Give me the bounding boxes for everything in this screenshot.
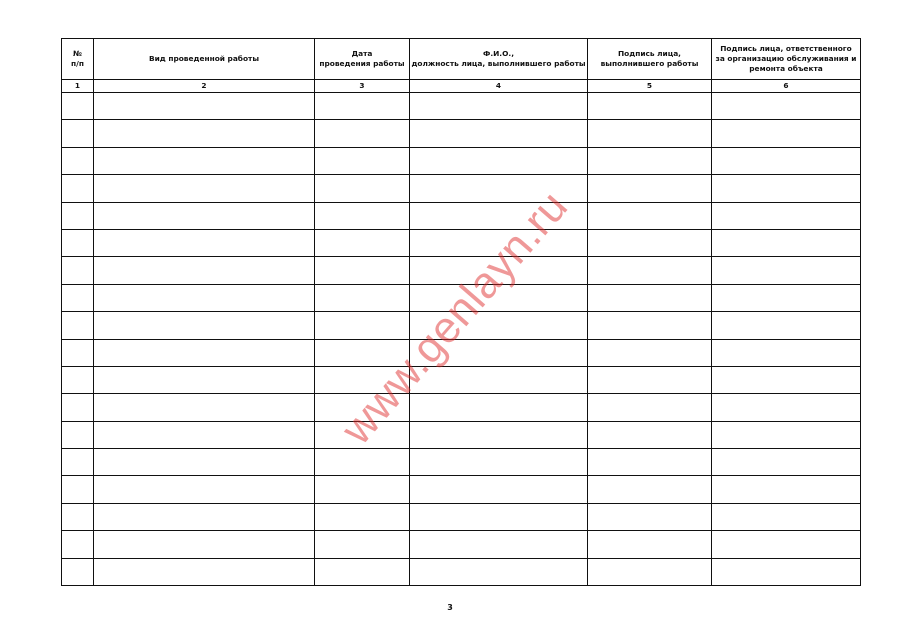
table-cell[interactable] (712, 312, 861, 339)
table-cell[interactable] (94, 503, 315, 530)
table-cell[interactable] (712, 449, 861, 476)
table-cell[interactable] (410, 147, 588, 174)
table-cell[interactable] (315, 449, 410, 476)
table-cell[interactable] (62, 147, 94, 174)
header-work-type: Вид проведенной работы (94, 39, 315, 80)
table-cell[interactable] (712, 503, 861, 530)
table-cell[interactable] (62, 394, 94, 421)
table-cell[interactable] (315, 503, 410, 530)
table-row (62, 312, 861, 339)
table-cell[interactable] (62, 558, 94, 585)
table-cell[interactable] (712, 531, 861, 558)
table-cell[interactable] (410, 257, 588, 284)
table-cell[interactable] (712, 120, 861, 147)
table-cell[interactable] (588, 175, 712, 202)
table-cell[interactable] (94, 476, 315, 503)
table-cell[interactable] (62, 449, 94, 476)
table-row (62, 257, 861, 284)
table-cell[interactable] (410, 531, 588, 558)
table-cell[interactable] (410, 421, 588, 448)
table-cell[interactable] (94, 339, 315, 366)
table-cell[interactable] (588, 366, 712, 393)
column-number: 1 (62, 80, 94, 93)
table-cell[interactable] (712, 147, 861, 174)
table-cell[interactable] (410, 312, 588, 339)
table-row (62, 93, 861, 120)
table-cell[interactable] (410, 476, 588, 503)
table-cell[interactable] (712, 421, 861, 448)
table-cell[interactable] (62, 120, 94, 147)
table-cell[interactable] (62, 339, 94, 366)
table-cell[interactable] (315, 175, 410, 202)
table-cell[interactable] (712, 394, 861, 421)
table-cell[interactable] (62, 421, 94, 448)
table-cell[interactable] (410, 394, 588, 421)
column-number-row (62, 80, 861, 93)
table-cell[interactable] (588, 284, 712, 311)
header-work-date: Дата проведения работы (315, 39, 410, 80)
table-cell[interactable] (588, 257, 712, 284)
table-row (62, 503, 861, 530)
table-cell[interactable] (712, 284, 861, 311)
work-log-table (61, 38, 861, 586)
table-cell[interactable] (94, 175, 315, 202)
table-cell[interactable] (712, 476, 861, 503)
table-cell[interactable] (712, 93, 861, 120)
table-row (62, 175, 861, 202)
table-cell[interactable] (62, 503, 94, 530)
table-cell[interactable] (588, 531, 712, 558)
table-cell[interactable] (94, 366, 315, 393)
table-cell[interactable] (94, 120, 315, 147)
table-row (62, 120, 861, 147)
table-cell[interactable] (410, 229, 588, 256)
table-cell[interactable] (410, 284, 588, 311)
table-cell[interactable] (712, 339, 861, 366)
table-cell[interactable] (410, 558, 588, 585)
table-cell[interactable] (62, 312, 94, 339)
table-row (62, 284, 861, 311)
table-row (62, 147, 861, 174)
table-cell[interactable] (94, 202, 315, 229)
table-cell[interactable] (315, 202, 410, 229)
table-cell[interactable] (410, 202, 588, 229)
column-number: 2 (94, 80, 315, 93)
table-row (62, 449, 861, 476)
table-cell[interactable] (588, 394, 712, 421)
table-cell[interactable] (315, 476, 410, 503)
table-cell[interactable] (62, 229, 94, 256)
table-cell[interactable] (315, 394, 410, 421)
table-cell[interactable] (315, 93, 410, 120)
table-row (62, 476, 861, 503)
table-cell[interactable] (315, 284, 410, 311)
table-cell[interactable] (62, 531, 94, 558)
table-cell[interactable] (62, 366, 94, 393)
table-cell[interactable] (588, 476, 712, 503)
table-cell[interactable] (712, 202, 861, 229)
table-row (62, 229, 861, 256)
table-cell[interactable] (410, 175, 588, 202)
table-cell[interactable] (712, 229, 861, 256)
watermark: www.genlayn.ru (331, 181, 578, 454)
table-cell[interactable] (712, 366, 861, 393)
table-cell[interactable] (62, 257, 94, 284)
header-responsible-signature: Подпись лица, ответственного за организацию обслуживания и ремонта объекта (712, 39, 861, 80)
table-cell[interactable] (94, 449, 315, 476)
table-cell[interactable] (315, 339, 410, 366)
header-row (62, 39, 861, 80)
table-cell[interactable] (62, 476, 94, 503)
table-row (62, 394, 861, 421)
table-cell[interactable] (94, 531, 315, 558)
table-cell[interactable] (588, 229, 712, 256)
table-row (62, 202, 861, 229)
header-row-number: № п/п (62, 39, 94, 80)
table-cell[interactable] (62, 175, 94, 202)
table-cell[interactable] (588, 147, 712, 174)
table-cell[interactable] (315, 421, 410, 448)
table-row (62, 366, 861, 393)
table-cell[interactable] (410, 93, 588, 120)
table-cell[interactable] (94, 421, 315, 448)
table-cell[interactable] (315, 366, 410, 393)
table-cell[interactable] (410, 120, 588, 147)
table-cell[interactable] (315, 257, 410, 284)
table-cell[interactable] (94, 257, 315, 284)
table-cell[interactable] (588, 120, 712, 147)
table-cell[interactable] (315, 147, 410, 174)
table-row (62, 339, 861, 366)
table-cell[interactable] (712, 257, 861, 284)
table-cell[interactable] (410, 366, 588, 393)
table-row (62, 421, 861, 448)
table-cell[interactable] (62, 202, 94, 229)
table-cell[interactable] (410, 339, 588, 366)
table-cell[interactable] (410, 503, 588, 530)
table-cell[interactable] (588, 449, 712, 476)
table-cell[interactable] (94, 229, 315, 256)
table-row (62, 531, 861, 558)
table-cell[interactable] (588, 202, 712, 229)
table-cell[interactable] (315, 312, 410, 339)
table-cell[interactable] (588, 558, 712, 585)
table-cell[interactable] (410, 449, 588, 476)
table-cell[interactable] (315, 531, 410, 558)
table-cell[interactable] (712, 175, 861, 202)
table-cell[interactable] (62, 93, 94, 120)
column-number: 5 (588, 80, 712, 93)
table-cell[interactable] (315, 120, 410, 147)
table-cell[interactable] (94, 93, 315, 120)
table-cell[interactable] (588, 312, 712, 339)
table-cell[interactable] (315, 558, 410, 585)
table-cell[interactable] (94, 558, 315, 585)
table-cell[interactable] (94, 284, 315, 311)
table-cell[interactable] (94, 312, 315, 339)
table-cell[interactable] (62, 284, 94, 311)
table-cell[interactable] (94, 394, 315, 421)
table-cell[interactable] (315, 229, 410, 256)
table-cell[interactable] (94, 147, 315, 174)
page-number: 3 (447, 603, 453, 612)
column-number: 3 (315, 80, 410, 93)
table-row (62, 558, 861, 585)
table-cell[interactable] (588, 339, 712, 366)
column-number: 6 (712, 80, 861, 93)
header-performer-signature: Подпись лица, выполнившего работы (588, 39, 712, 80)
table-cell[interactable] (588, 503, 712, 530)
column-number: 4 (410, 80, 588, 93)
table-cell[interactable] (712, 558, 861, 585)
table-cell[interactable] (588, 93, 712, 120)
header-performer-name-position: Ф.И.О., должность лица, выполнившего работы (410, 39, 588, 80)
table-cell[interactable] (588, 421, 712, 448)
